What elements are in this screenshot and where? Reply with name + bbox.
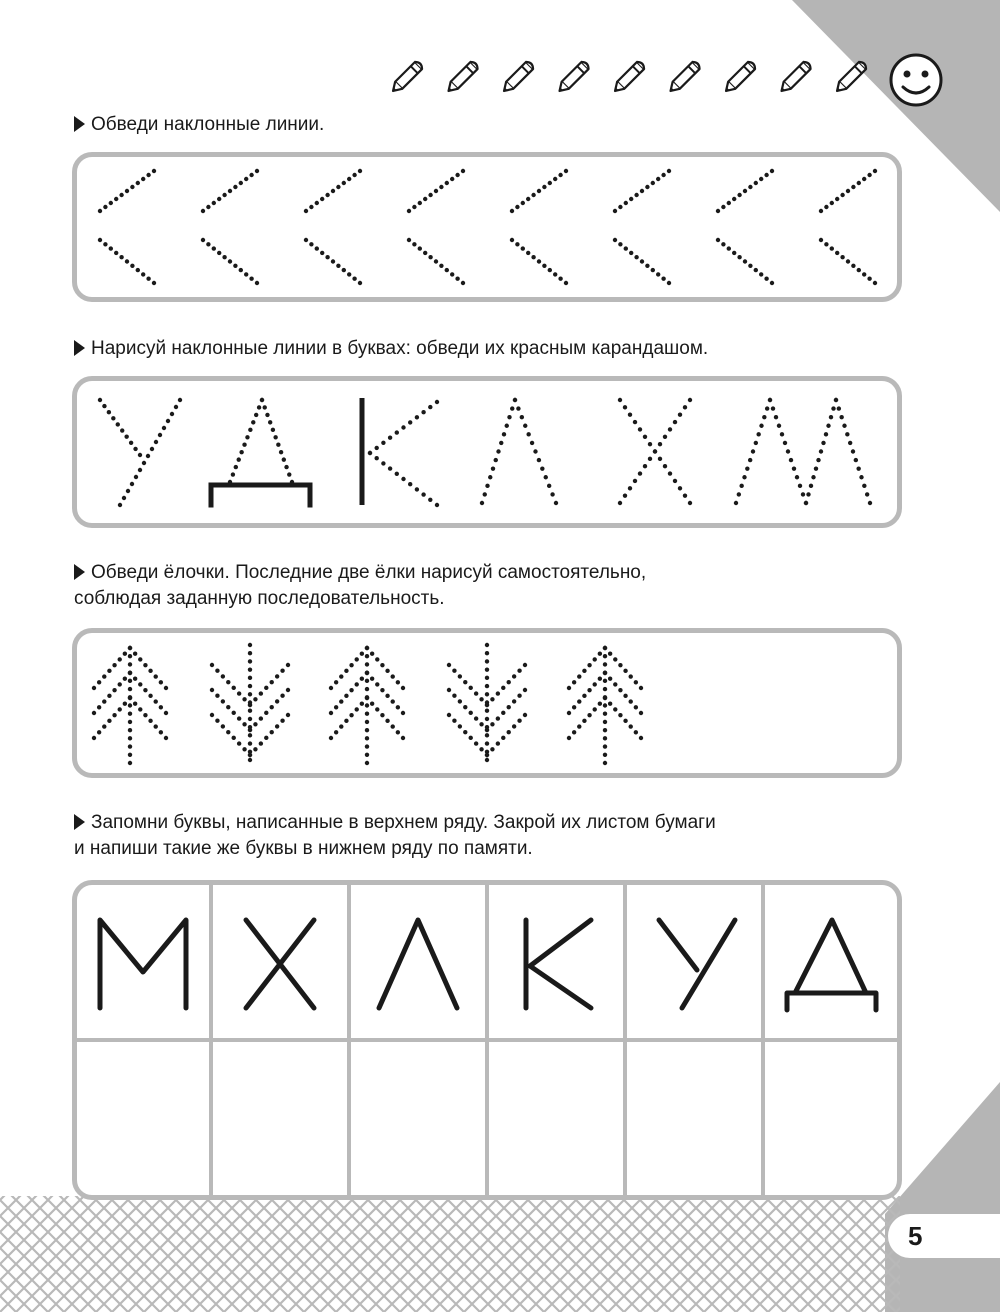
instruction-2: Нарисуй наклонные линии в буквах: обведи их красным карандашом. [74,336,708,362]
page-number: 5 [888,1214,1000,1258]
memory-letter-5 [659,920,735,1008]
memory-letter-4 [526,920,591,1008]
instruction-3: Обведи ёлочки. Последние две ёлки нарисуй самостоятельно, соблюдая заданную последовательность. [74,562,647,609]
instruction-4: Запомни буквы, написанные в верхнем ряду. Закрой их листом бумаги и напиши такие же буквы в нижнем ряду по памяти. [74,812,716,859]
answer-cell-3[interactable] [353,1044,483,1192]
answer-cell-1[interactable] [80,1044,207,1192]
answer-cell-6[interactable] [767,1044,894,1192]
memory-letter-3 [379,920,457,1008]
memory-letter-2 [246,920,314,1008]
memory-letter-6 [787,920,876,1010]
answer-cell-5[interactable] [629,1044,759,1192]
answer-cell-2[interactable] [215,1044,345,1192]
answer-cell-4[interactable] [491,1044,621,1192]
instruction-1: Обведи наклонные линии. [74,112,324,138]
memory-letter-1 [100,920,186,1008]
